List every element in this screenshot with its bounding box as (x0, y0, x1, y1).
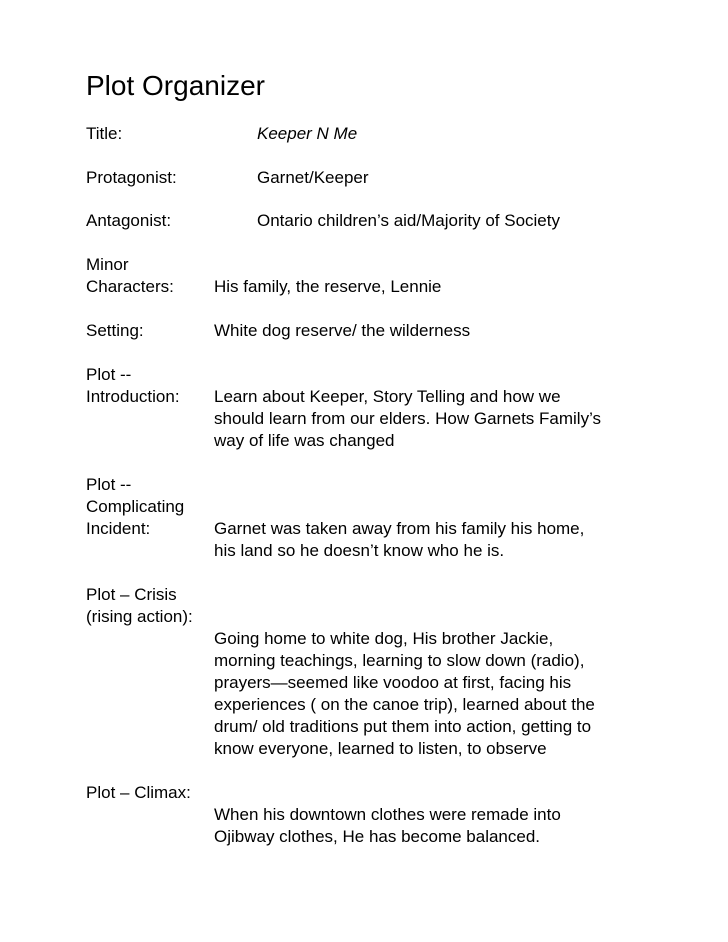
minor-characters-label-line1: Minor (86, 255, 129, 274)
introduction-label-line1: Plot -- (86, 365, 132, 384)
antagonist-value: Ontario children’s aid/Majority of Society (257, 211, 560, 230)
complicating-value: Garnet was taken away from his family his home, his land so he doesn’t know who he is. (214, 519, 585, 560)
crisis-label-line2: (rising action): (86, 607, 193, 626)
minor-characters-value: His family, the reserve, Lennie (214, 277, 442, 296)
minor-characters-label-line2: Characters: (86, 277, 174, 296)
setting-value: White dog reserve/ the wilderness (214, 321, 471, 340)
climax-label: Plot – Climax: (86, 783, 191, 802)
protagonist-label: Protagonist: (86, 168, 177, 187)
page-title: Plot Organizer (86, 70, 265, 101)
protagonist-value: Garnet/Keeper (257, 168, 369, 187)
setting-label: Setting: (86, 321, 144, 340)
title-value: Keeper N Me (257, 124, 358, 143)
antagonist-label: Antagonist: (86, 211, 172, 230)
complicating-label-line1: Plot -- (86, 475, 132, 494)
introduction-label-line2: Introduction: (86, 387, 180, 406)
crisis-label-line1: Plot – Crisis (86, 585, 177, 604)
title-label: Title: (86, 124, 123, 143)
complicating-label-line3: Incident: (86, 519, 151, 538)
crisis-value: Going home to white dog, His brother Jackie, morning teachings, learning to slow down (radio), prayers—seemed like voodoo at first, facing his experiences ( on the canoe trip), learned about the drum/ old traditions put them into action, getting to know everyone, learned to listen, to observe (214, 629, 595, 758)
complicating-label-line2: Complicating (86, 497, 185, 516)
climax-value: When his downtown clothes were remade into Ojibway clothes, He has become balanced. (214, 805, 561, 846)
introduction-value: Learn about Keeper, Story Telling and how we should learn from our elders. How Garnets Family’s way of life was changed (214, 387, 602, 450)
